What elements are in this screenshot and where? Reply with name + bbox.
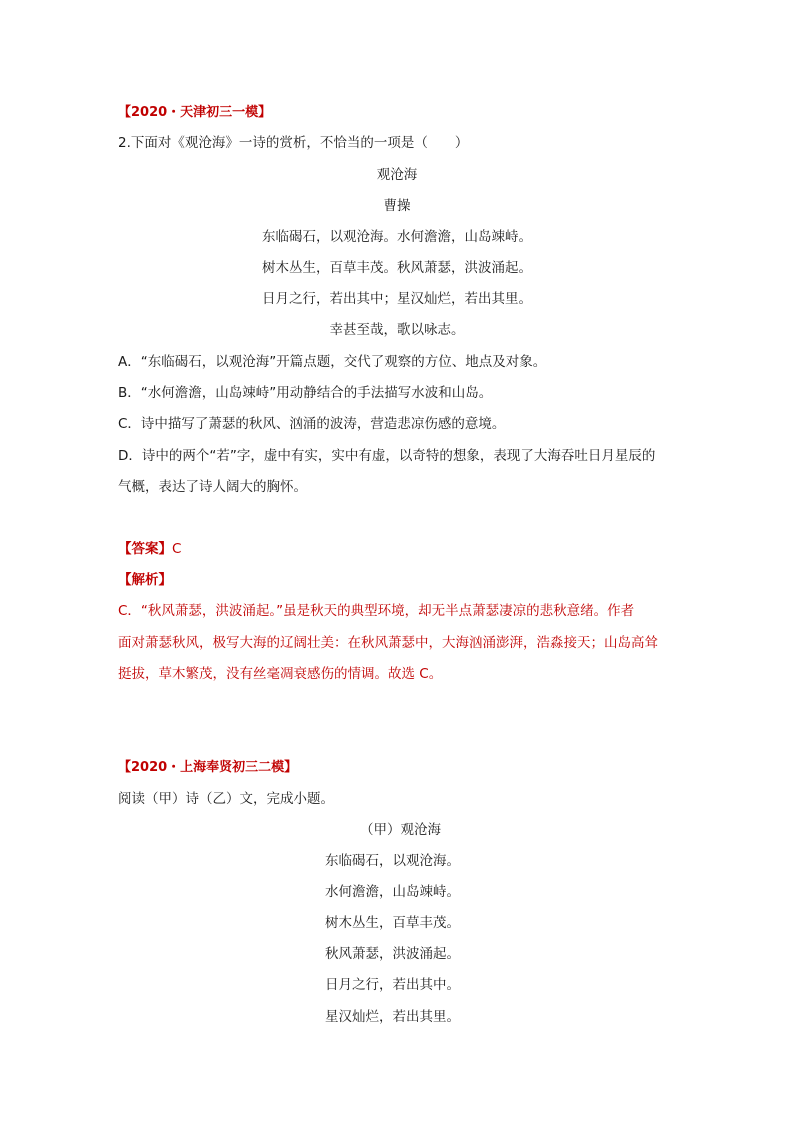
q1-poem-line: 东临碣石，以观沧海。水何澹澹，山岛竦峙。 [262, 229, 532, 245]
q1-poem-line: 日月之行，若出其中；星汉灿烂，若出其里。 [262, 291, 532, 307]
q2-poem-line: 东临碣石，以观沧海。 [325, 853, 460, 869]
answer-label: 【答案】 [118, 541, 172, 557]
answer-value: C [172, 541, 182, 557]
q1-option-b: B．“水何澹澹，山岛竦峙”用动静结合的手法描写水波和山岛。 [118, 385, 493, 401]
q1-answer [118, 539, 181, 559]
q2-poem-line: 秋风萧瑟，洪波涌起。 [325, 946, 460, 962]
q1-option-d-cont: 气概，表达了诗人阔大的胸怀。 [118, 479, 307, 495]
q2-poem-title: （甲）观沧海 [360, 822, 441, 838]
analysis-line: 面对萧瑟秋风，极写大海的辽阔壮美：在秋风萧瑟中，大海汹涌澎湃，浩淼接天；山岛高耸 [118, 635, 658, 651]
q2-instruction: 阅读（甲）诗（乙）文，完成小题。 [118, 791, 334, 807]
q1-option-d: D．诗中的两个“若”字，虚中有实，实中有虚，以奇特的想象，表现了大海吞吐日月星辰的 [118, 448, 656, 464]
q2-poem-line: 树木丛生，百草丰茂。 [325, 915, 460, 931]
q1-poem-title: 观沧海 [376, 167, 418, 183]
q1-poem-line: 幸甚至哉，歌以咏志。 [329, 322, 465, 338]
q1-question: 2.下面对《观沧海》一诗的赏析，不恰当的一项是（ ） [118, 135, 469, 151]
q2-poem-line: 星汉灿烂，若出其里。 [325, 1009, 460, 1025]
q2-poem-line: 水何澹澹，山岛竦峙。 [325, 884, 460, 900]
q2-poem-line: 日月之行，若出其中。 [325, 977, 460, 993]
q1-source-tag: 【2020・天津初三一模】 [118, 105, 272, 120]
analysis-line: C．“秋风萧瑟，洪波涌起。”虽是秋天的典型环境，却无半点萧瑟凄凉的悲秋意绪。作者 [118, 603, 635, 619]
q1-option-c: C．诗中描写了萧瑟的秋风、汹涌的波涛，营造悲凉伤感的意境。 [118, 416, 506, 432]
analysis-label: 【解析】 [118, 572, 172, 588]
q2-source-tag: 【2020・上海奉贤初三二模】 [118, 760, 298, 775]
q1-poem-author: 曹操 [383, 198, 411, 214]
analysis-line: 挺拔，草木繁茂，没有丝毫凋衰感伤的情调。故选 C。 [118, 666, 443, 682]
q1-poem-line: 树木丛生，百草丰茂。秋风萧瑟，洪波涌起。 [262, 260, 532, 276]
q1-option-a: A．“东临碣石，以观沧海”开篇点题，交代了观察的方位、地点及对象。 [118, 354, 547, 370]
